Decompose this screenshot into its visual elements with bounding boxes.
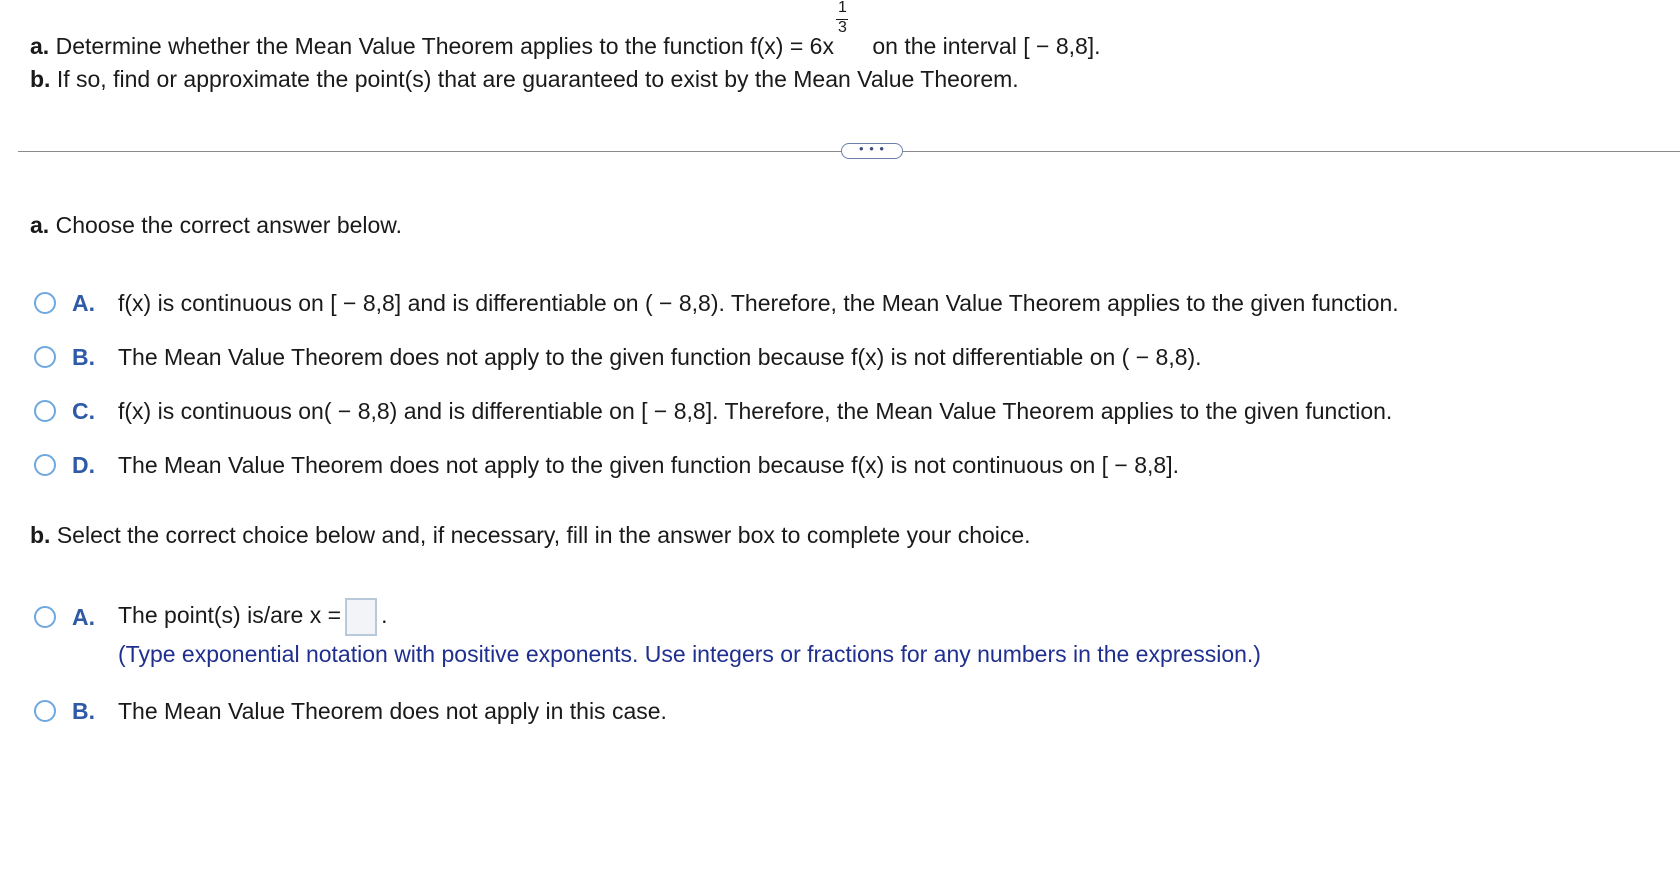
question-part-b-prefix: b.	[30, 66, 51, 92]
part-a-prompt	[30, 210, 402, 240]
radio-button[interactable]	[34, 292, 56, 314]
part-a-choice-c[interactable]	[34, 394, 1392, 428]
choice-letter: A.	[72, 289, 95, 316]
more-options-button[interactable]: • • •	[841, 143, 903, 159]
part-a-prompt-text: Choose the correct answer below.	[55, 212, 403, 238]
part-b-prompt-text: Select the correct choice below and, if necessary, fill in the answer box to complete your choice.	[56, 522, 1031, 548]
choice-letter: D.	[72, 451, 95, 478]
choice-text: f(x) is continuous on( − 8,8) and is differentiable on [ − 8,8]. Therefore, the Mean Value Theorem applies to the given function.	[118, 397, 1393, 424]
choice-letter: A.	[72, 603, 95, 630]
question-part-a	[30, 0, 1101, 63]
choice-text	[118, 598, 387, 636]
choice-letter: B.	[72, 343, 95, 370]
answer-suffix-text: .	[381, 602, 388, 629]
exponent-fraction	[836, 0, 850, 50]
radio-button[interactable]	[34, 400, 56, 422]
radio-button[interactable]	[34, 454, 56, 476]
part-b-choice-a[interactable]	[34, 597, 387, 637]
radio-button[interactable]	[34, 700, 56, 722]
choice-text: f(x) is continuous on [ − 8,8] and is differentiable on ( − 8,8). Therefore, the Mean Value Theorem applies to the given function.	[118, 289, 1399, 316]
question-part-b-text: If so, find or approximate the point(s) that are guaranteed to exist by the Mean Value Theorem.	[56, 66, 1019, 92]
answer-prefix-text: The point(s) is/are x =	[118, 602, 342, 629]
part-a-prefix: a.	[30, 212, 50, 238]
question-part-a-interval: on the interval [ − 8,8].	[872, 33, 1101, 59]
part-a-choice-a[interactable]	[34, 286, 1399, 320]
choice-letter: B.	[72, 697, 95, 724]
part-a-choice-b[interactable]	[34, 340, 1202, 374]
exponent-denominator: 3	[837, 19, 847, 36]
part-a-choice-d[interactable]	[34, 448, 1179, 482]
question-part-a-text: Determine whether the Mean Value Theorem applies to the function f(x) = 6x	[55, 33, 834, 59]
choice-letter: C.	[72, 397, 95, 424]
choice-text: The Mean Value Theorem does not apply to the given function because f(x) is not continuous on [ − 8,8].	[118, 451, 1179, 478]
choice-text: The Mean Value Theorem does not apply to the given function because f(x) is not differentiable on ( − 8,8).	[118, 343, 1202, 370]
answer-format-hint: (Type exponential notation with positive exponents. Use integers or fractions for any numbers in the expression.)	[118, 641, 1261, 667]
answer-input[interactable]	[345, 598, 377, 636]
question-text	[30, 0, 1101, 96]
question-part-b	[30, 63, 1101, 96]
radio-button[interactable]	[34, 346, 56, 368]
question-part-a-prefix: a.	[30, 33, 50, 59]
part-b-prefix: b.	[30, 522, 51, 548]
exponent-numerator: 1	[837, 0, 847, 16]
part-b-prompt	[30, 520, 1031, 550]
radio-button[interactable]	[34, 606, 56, 628]
choice-text: The Mean Value Theorem does not apply in this case.	[118, 697, 667, 724]
part-b-choice-b[interactable]	[34, 694, 667, 728]
